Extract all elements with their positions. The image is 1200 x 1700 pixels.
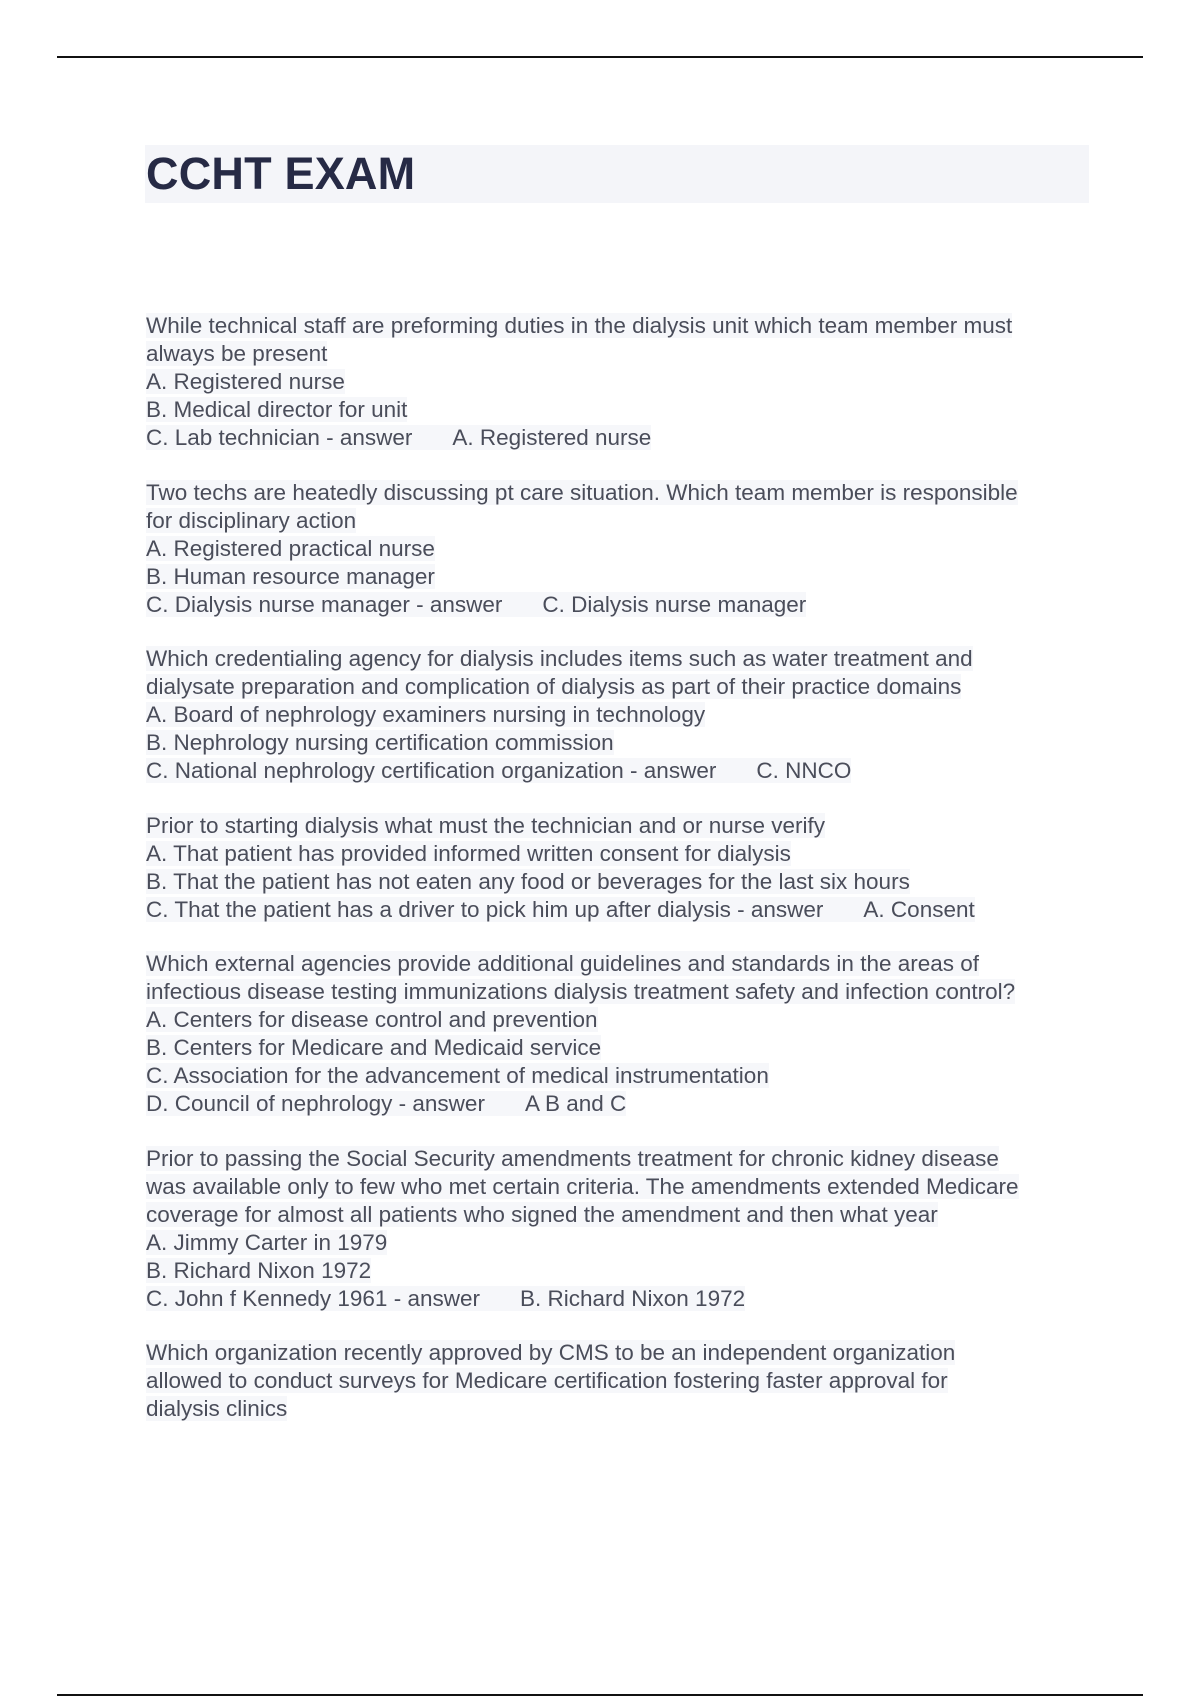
question-stem-line — [146, 673, 1096, 701]
question-block — [146, 1145, 1096, 1313]
answer-label: - answer — [630, 758, 717, 783]
answer-label: - answer — [737, 896, 824, 922]
answer-option — [146, 1257, 1096, 1285]
question-stem-line — [146, 978, 1096, 1006]
option-text: C. Association for the advancement of medical instrumentation — [146, 1063, 769, 1088]
answer-option — [146, 896, 1096, 924]
question-stem-line — [146, 340, 1096, 368]
answer-option — [146, 729, 1096, 757]
question-block — [146, 645, 1096, 785]
answer-option — [146, 1090, 1096, 1118]
question-stem-line — [146, 1367, 1096, 1395]
question-text: Which credentialing agency for dialysis includes items such as water treatment and — [146, 646, 973, 671]
answer-label: - answer — [398, 1091, 485, 1116]
answer-option — [146, 591, 1096, 619]
correct-answer: A. Consent — [863, 896, 975, 922]
page-title: CCHT EXAM — [146, 148, 416, 199]
answer-option — [146, 757, 1096, 785]
question-block — [146, 1339, 1096, 1423]
option-text: B. Medical director for unit — [146, 397, 408, 422]
question-block — [146, 950, 1096, 1118]
question-text: infectious disease testing immunizations dialysis treatment safety and infection control? — [146, 979, 1016, 1004]
answer-option — [146, 563, 1096, 591]
option-text: B. Richard Nixon 1972 — [146, 1257, 372, 1283]
question-stem-line — [146, 479, 1096, 507]
top-rule — [57, 56, 1143, 58]
question-text: always be present — [146, 341, 328, 366]
question-text: was available only to few who met certain criteria. The amendments extended Medicare — [146, 1173, 1019, 1199]
question-list — [146, 312, 1096, 1450]
answer-option — [146, 396, 1096, 424]
answer-option — [146, 1229, 1096, 1257]
answer-option — [146, 535, 1096, 563]
question-block — [146, 479, 1096, 619]
option-text: B. That the patient has not eaten any food or beverages for the last six hours — [146, 868, 910, 894]
question-text: allowed to conduct surveys for Medicare certification fostering faster approval for — [146, 1368, 948, 1393]
question-block — [146, 812, 1096, 924]
question-block — [146, 312, 1096, 452]
option-text: B. Centers for Medicare and Medicaid service — [146, 1035, 602, 1060]
answer-option — [146, 1062, 1096, 1090]
question-text: Prior to starting dialysis what must the technician and or nurse verify — [146, 812, 826, 838]
option-text: C. John f Kennedy 1961 — [146, 1285, 388, 1311]
option-text: A. Registered practical nurse — [146, 535, 435, 561]
question-text: Which organization recently approved by CMS to be an independent organization — [146, 1340, 956, 1365]
answer-option — [146, 1034, 1096, 1062]
question-stem-line — [146, 1339, 1096, 1367]
question-text: dialysate preparation and complication of dialysis as part of their practice domains — [146, 674, 962, 699]
option-text: C. Lab technician — [146, 425, 320, 450]
question-stem-line — [146, 645, 1096, 673]
answer-option — [146, 701, 1096, 729]
question-stem-line — [146, 812, 1096, 840]
answer-option — [146, 1285, 1096, 1313]
question-text: for disciplinary action — [146, 507, 357, 533]
correct-answer: C. Dialysis nurse manager — [542, 591, 807, 617]
option-text: A. Registered nurse — [146, 369, 345, 394]
bottom-rule — [57, 1694, 1143, 1696]
correct-answer: A. Registered nurse — [452, 425, 652, 450]
option-text: A. Jimmy Carter in 1979 — [146, 1229, 388, 1255]
option-text: C. Dialysis nurse manager — [146, 591, 410, 617]
option-text: A. That patient has provided informed written consent for dialysis — [146, 840, 791, 866]
question-text: Prior to passing the Social Security amendments treatment for chronic kidney disease — [146, 1145, 999, 1171]
answer-label: - answer — [416, 591, 503, 617]
question-text: Two techs are heatedly discussing pt care situation. Which team member is responsible — [146, 479, 1018, 505]
option-text: A. Board of nephrology examiners nursing in technology — [146, 702, 706, 727]
correct-answer: A B and C — [524, 1091, 627, 1116]
question-text: dialysis clinics — [146, 1396, 288, 1421]
option-text: B. Nephrology nursing certification commission — [146, 730, 614, 755]
answer-label: - answer — [326, 425, 413, 450]
answer-option — [146, 840, 1096, 868]
option-text: B. Human resource manager — [146, 563, 435, 589]
question-stem-line — [146, 1201, 1096, 1229]
answer-label: - answer — [393, 1285, 480, 1311]
question-text: Which external agencies provide additional guidelines and standards in the areas of — [146, 951, 980, 976]
option-text: D. Council of nephrology — [146, 1091, 393, 1116]
answer-option — [146, 368, 1096, 396]
option-text: C. National nephrology certification organization — [146, 758, 624, 783]
answer-option — [146, 1006, 1096, 1034]
question-stem-line — [146, 312, 1096, 340]
option-text: A. Centers for disease control and prevention — [146, 1007, 598, 1032]
question-text: While technical staff are preforming duties in the dialysis unit which team member must — [146, 313, 1013, 338]
answer-option — [146, 868, 1096, 896]
question-stem-line — [146, 1145, 1096, 1173]
question-stem-line — [146, 1173, 1096, 1201]
option-text: C. That the patient has a driver to pick him up after dialysis — [146, 896, 731, 922]
question-text: coverage for almost all patients who signed the amendment and then what year — [146, 1201, 938, 1227]
correct-answer: C. NNCO — [756, 758, 852, 783]
answer-option — [146, 424, 1096, 452]
question-stem-line — [146, 1395, 1096, 1423]
question-stem-line — [146, 950, 1096, 978]
question-stem-line — [146, 507, 1096, 535]
correct-answer: B. Richard Nixon 1972 — [519, 1285, 746, 1311]
